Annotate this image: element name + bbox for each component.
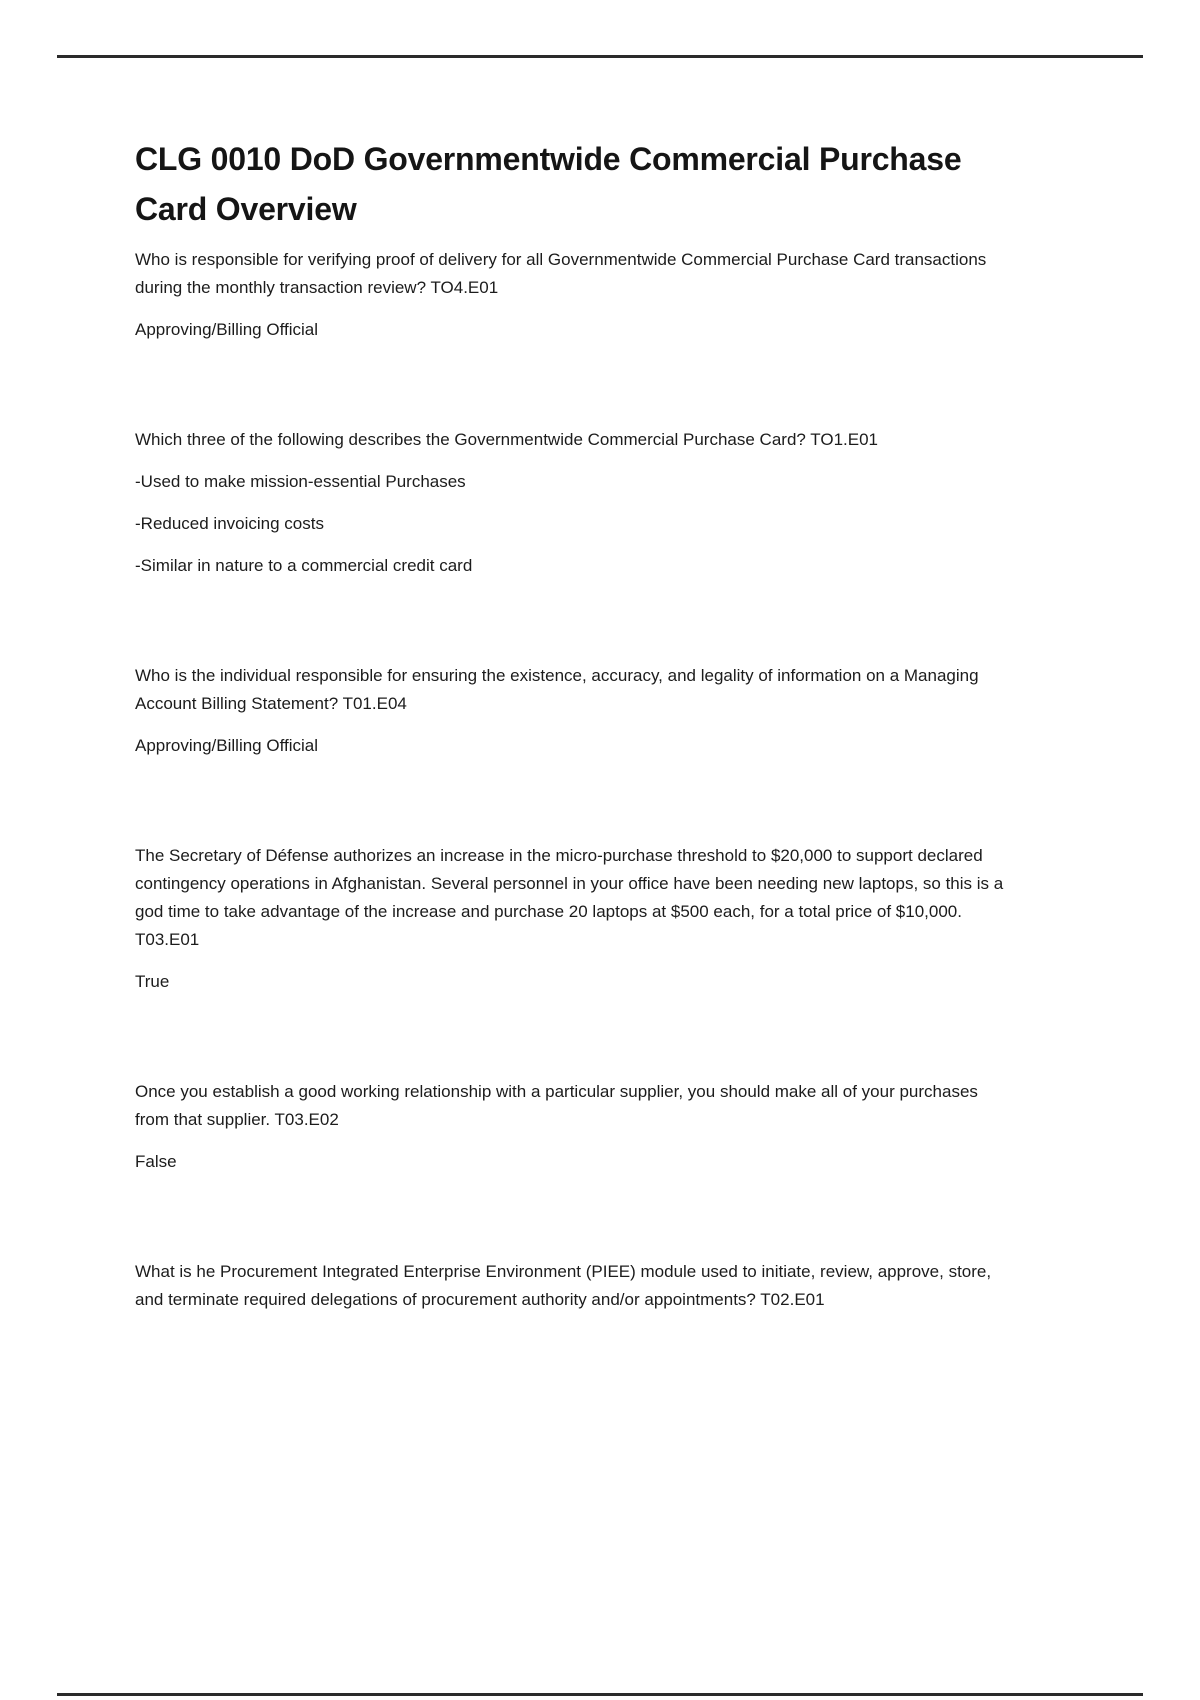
- question-text: Once you establish a good working relationship with a particular supplier, you should make all of your purchases from that supplier. T03.E02: [135, 1082, 978, 1129]
- document-content: [135, 134, 1005, 1328]
- qa-block-3: [135, 662, 1005, 760]
- qa-block-1: [135, 246, 1005, 344]
- answer-text: -Similar in nature to a commercial credit card: [135, 556, 473, 575]
- answer-text: Approving/Billing Official: [135, 736, 318, 755]
- answer-text: -Used to make mission-essential Purchases: [135, 472, 466, 491]
- qa-block-4: [135, 842, 1005, 996]
- answer-text: -Reduced invoicing costs: [135, 514, 324, 533]
- question-text: Who is the individual responsible for ensuring the existence, accuracy, and legality of information on a Managing Account Billing Statement? T01.E04: [135, 666, 979, 713]
- bottom-horizontal-rule: [57, 1693, 1143, 1696]
- question-text: Who is responsible for verifying proof of delivery for all Governmentwide Commercial Purchase Card transactions during the monthly transaction review? TO4.E01: [135, 250, 987, 297]
- qa-block-5: [135, 1078, 1005, 1176]
- qa-block-6: [135, 1258, 1005, 1314]
- answer-text: Approving/Billing Official: [135, 320, 318, 339]
- top-horizontal-rule: [57, 55, 1143, 58]
- answer-text: True: [135, 972, 170, 991]
- question-text: Which three of the following describes the Governmentwide Commercial Purchase Card? TO1.E01: [135, 430, 879, 449]
- question-text: The Secretary of Défense authorizes an increase in the micro-purchase threshold to $20,000 to support declared contingency operations in Afghanistan. Several personnel in your office have been needing new laptops, so this is a god time to take advantage of the increase and purchase 20 laptops at $500 each, for a total price of $10,000. T03.E01: [135, 846, 1004, 949]
- answer-text: False: [135, 1152, 177, 1171]
- qa-block-2: [135, 426, 1005, 580]
- page-title: CLG 0010 DoD Governmentwide Commercial Purchase Card Overview: [135, 141, 962, 227]
- question-text: What is he Procurement Integrated Enterprise Environment (PIEE) module used to initiate, review, approve, store, and terminate required delegations of procurement authority and/or appointments? T02.E01: [135, 1262, 992, 1309]
